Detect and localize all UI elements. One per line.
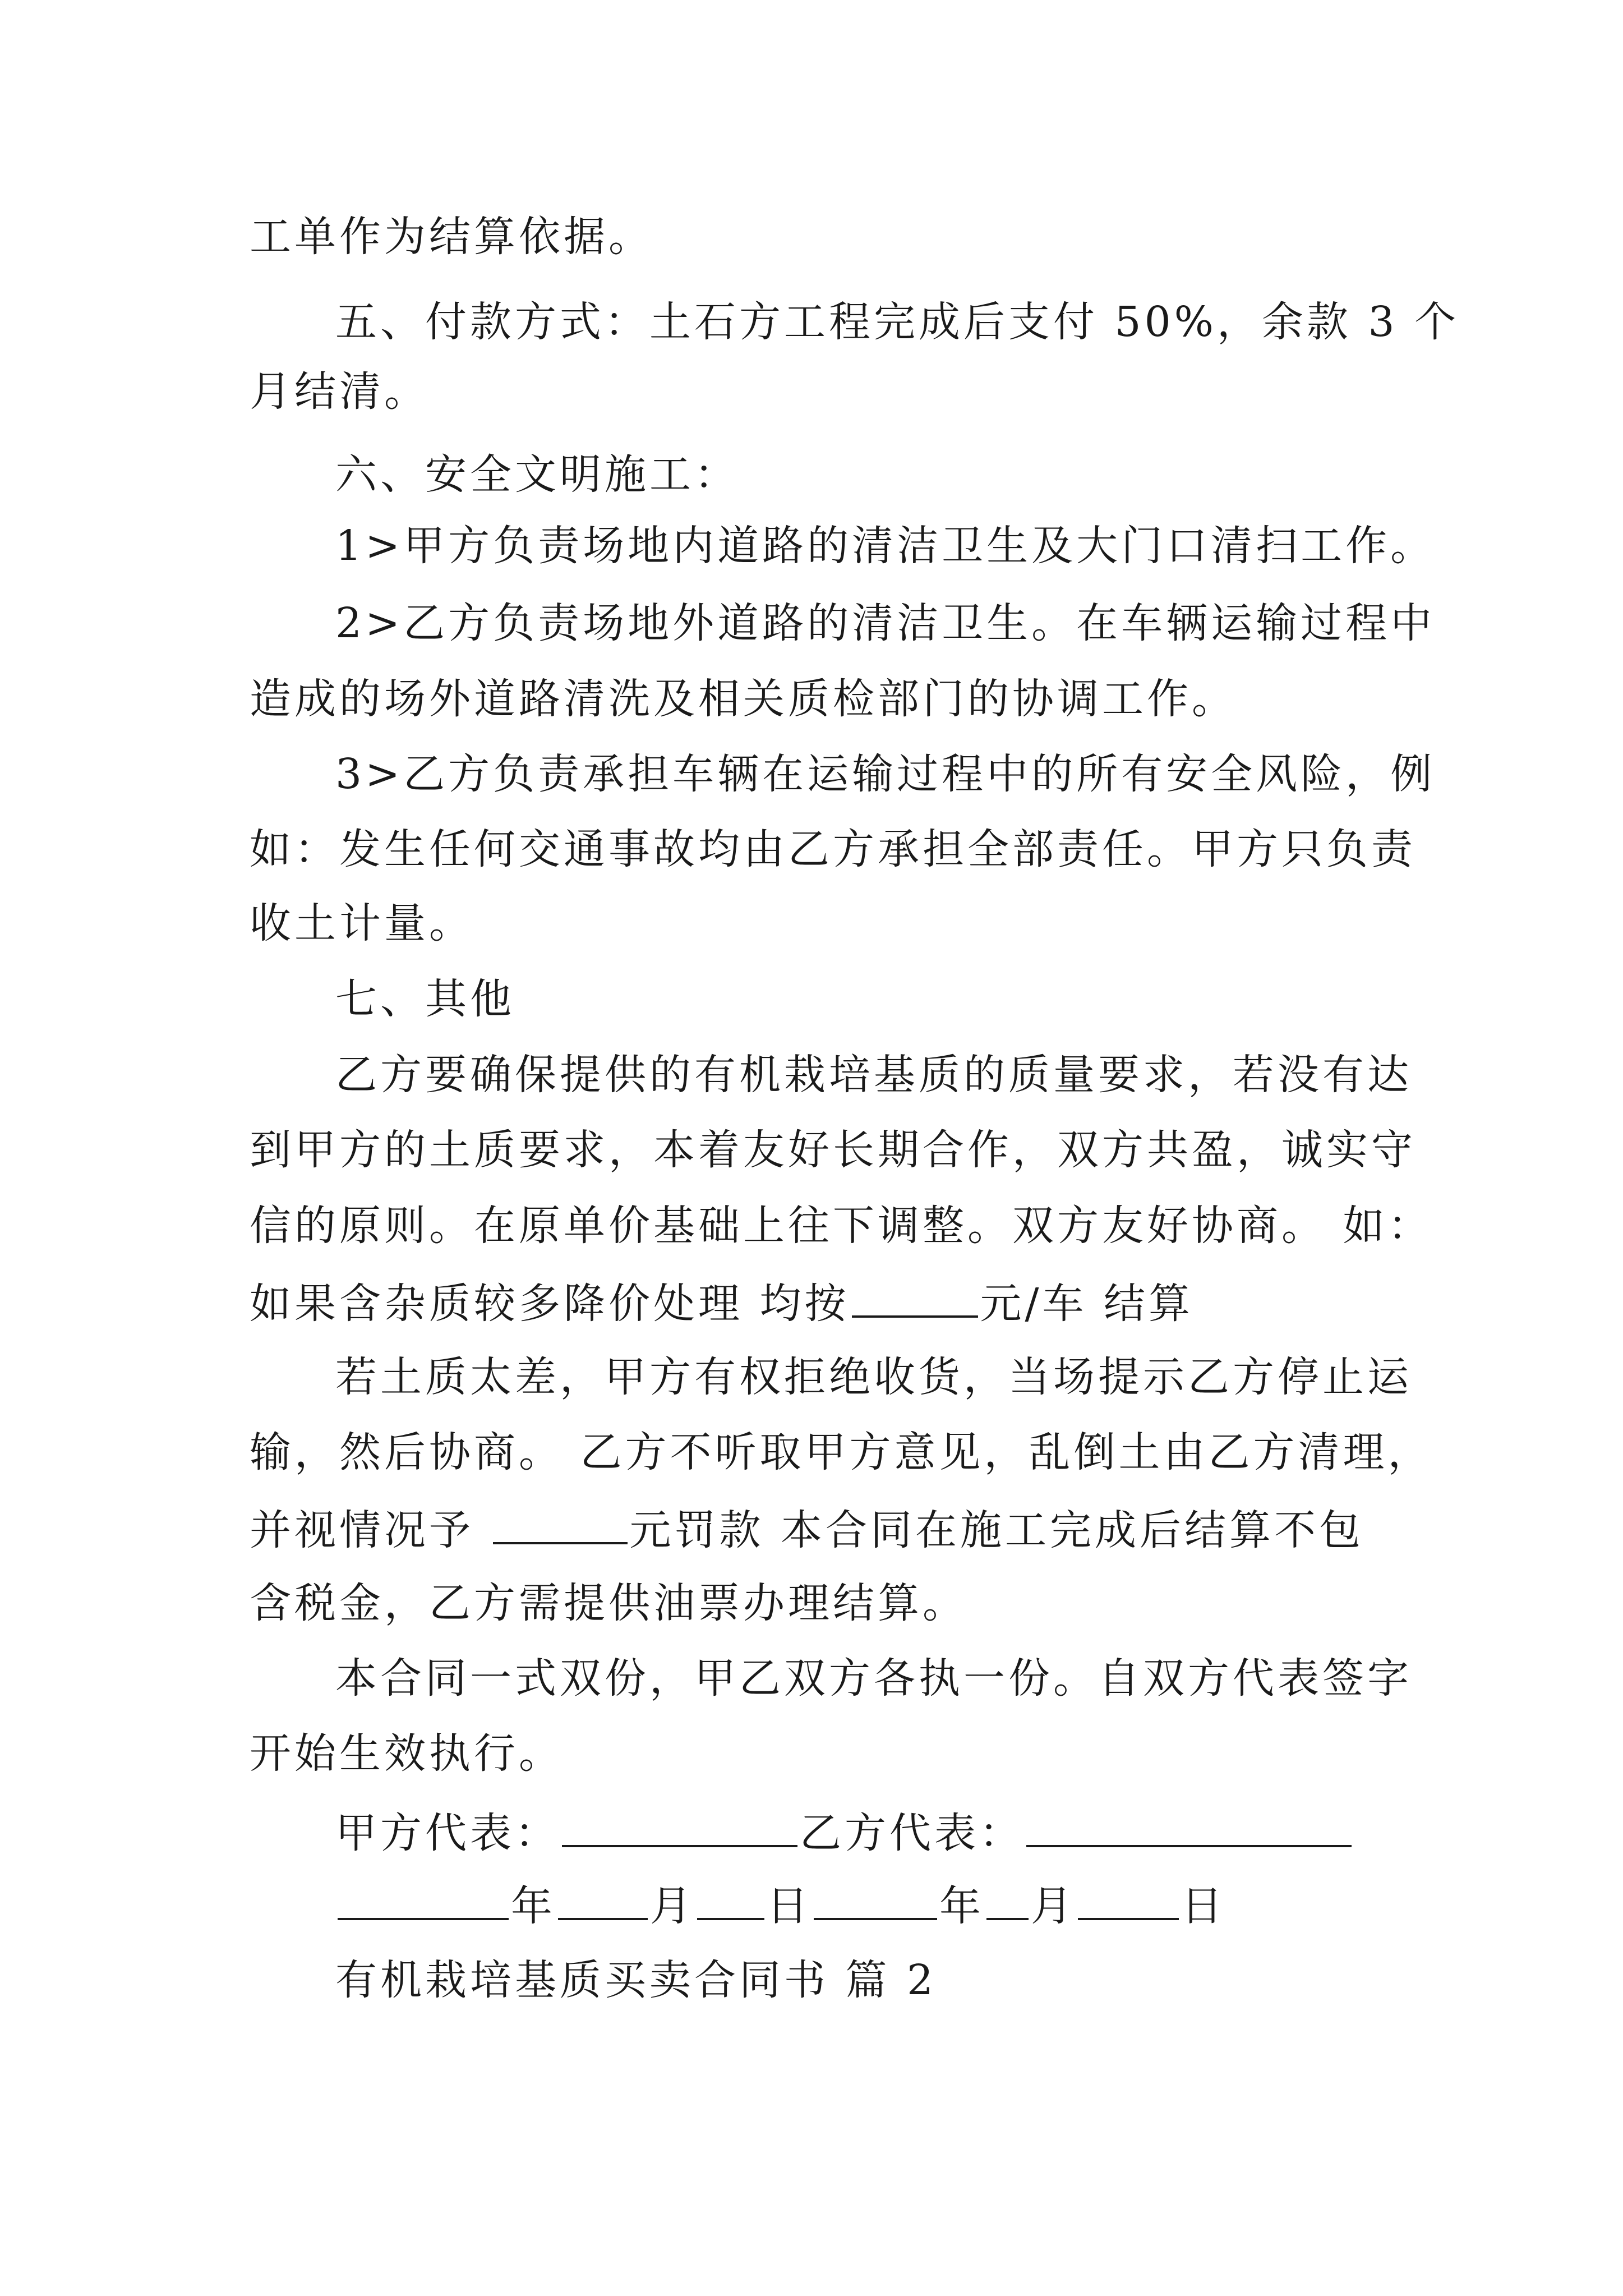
date-blank <box>338 1875 509 1920</box>
signature-line <box>335 1802 1485 1858</box>
clause-line: 造成的场外道路清洗及相关质检部门的协调工作。 <box>250 675 1237 723</box>
day-label: 日 <box>1181 1882 1226 1930</box>
date-blank <box>814 1875 937 1920</box>
paragraph-line: 到甲方的土质要求，本着友好长期合作，双方共盈，诚实守 <box>250 1126 1416 1174</box>
clause-line: 如：发生任何交通事故均由乙方承担全部责任。甲方只负责 <box>250 825 1416 873</box>
date-blank <box>558 1875 648 1920</box>
date-line <box>335 1875 1485 1931</box>
date-blank <box>986 1875 1029 1920</box>
payment-terms-line: 月结清。 <box>250 367 429 416</box>
price-adjustment-line <box>250 1273 1399 1329</box>
paragraph-line: 本合同一式双份，甲乙双方各执一份。自双方代表签字 <box>335 1654 1412 1703</box>
payment-terms-line: 五、付款方式：土石方工程完成后支付 50%，余款 3 个 <box>335 298 1460 346</box>
month-label: 月 <box>650 1882 695 1930</box>
date-blank <box>1078 1875 1179 1920</box>
party-b-signature-blank <box>1026 1802 1352 1847</box>
paragraph-line: 开始生效执行。 <box>250 1729 564 1778</box>
fine-line <box>250 1499 1399 1556</box>
fine-line-text: 元罚款 本合同在施工完成后结算不包 <box>629 1506 1364 1554</box>
clause-line: 1>甲方负责场地内道路的清洁卫生及大门口清扫工作。 <box>335 522 1436 570</box>
next-contract-heading: 有机栽培基质买卖合同书 篇 2 <box>335 1956 937 2004</box>
paragraph-line: 输，然后协商。 乙方不听取甲方意见，乱倒土由乙方清理， <box>250 1428 1433 1476</box>
paragraph-line: 若土质太差，甲方有权拒绝收货，当场提示乙方停止运 <box>335 1353 1412 1401</box>
paragraph-line: 含税金，乙方需提供油票办理结算。 <box>250 1579 967 1627</box>
price-line-text: 如果含杂质较多降价处理 均按 <box>250 1280 850 1328</box>
section-heading: 六、安全文明施工： <box>335 450 739 499</box>
year-label: 年 <box>511 1882 556 1930</box>
party-a-signature-blank <box>562 1802 797 1847</box>
section-heading: 七、其他 <box>335 975 515 1023</box>
paragraph-line: 信的原则。在原单价基础上往下调整。双方友好协商。 如： <box>250 1202 1433 1250</box>
paragraph-line: 乙方要确保提供的有机栽培基质的质量要求，若没有达 <box>335 1051 1412 1099</box>
month-label: 月 <box>1031 1882 1076 1930</box>
day-label: 日 <box>767 1882 811 1930</box>
clause-line: 收土计量。 <box>250 899 474 947</box>
party-a-label: 甲方代表： <box>335 1809 560 1857</box>
fine-blank <box>493 1499 628 1544</box>
price-blank <box>852 1273 978 1318</box>
clause-line: 3>乙方负责承担车辆在运输过程中的所有安全风险，例 <box>335 750 1436 798</box>
fine-line-text: 并视情况予 <box>250 1506 491 1554</box>
year-label: 年 <box>939 1882 984 1930</box>
paragraph-line: 工单作为结算依据。 <box>250 213 653 261</box>
party-b-label: 乙方代表： <box>800 1809 1024 1857</box>
price-line-text: 元/车 结算 <box>980 1280 1193 1328</box>
date-blank <box>697 1875 764 1920</box>
clause-line: 2>乙方负责场地外道路的清洁卫生。在车辆运输过程中 <box>335 599 1436 647</box>
